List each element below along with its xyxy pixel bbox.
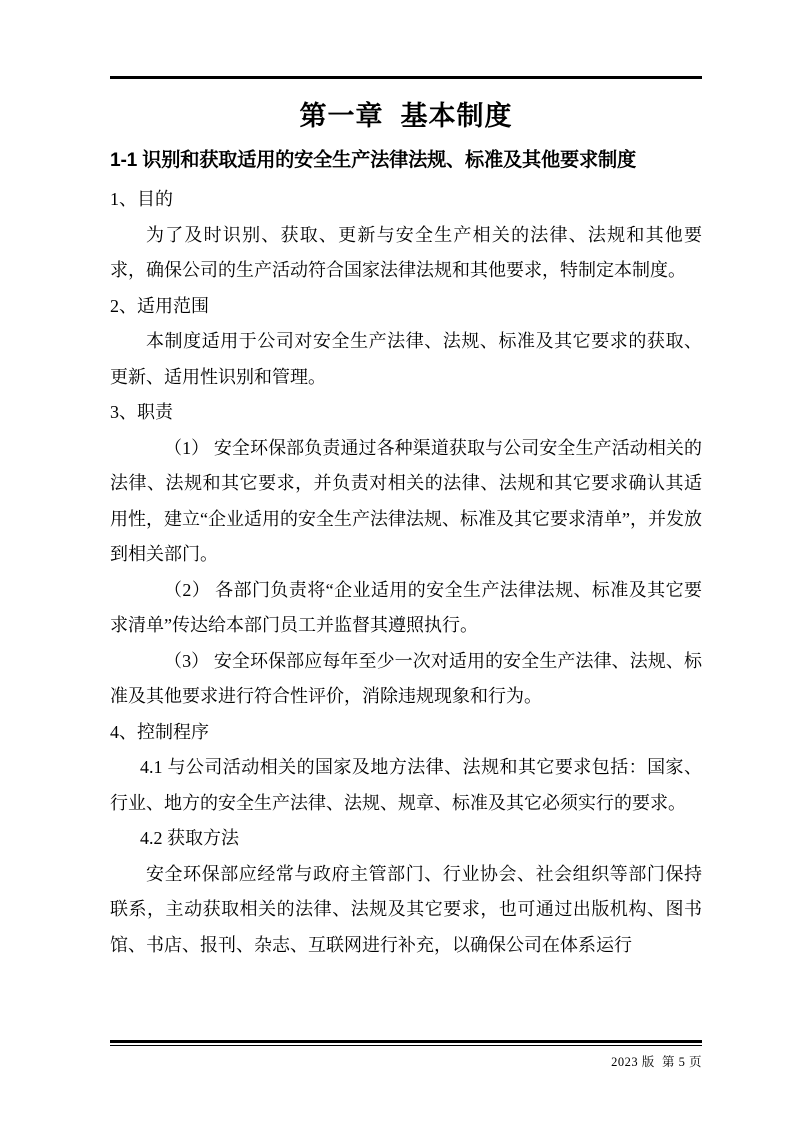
document-subtitle: 1-1 识别和获取适用的安全生产法律法规、标准及其他要求制度	[110, 150, 636, 171]
section-heading-scope: 2、适用范围	[110, 295, 209, 316]
section-heading-responsibility: 3、职责	[110, 402, 173, 422]
page-title: 第一章 基本制度	[299, 101, 513, 131]
subsection-4-1: 4.1 与公司活动相关的国家及地方法律、法规和其它要求包括：国家、行业、地方的安全生产法律、法规、规章、标准及其它必须实行的要求。	[110, 757, 702, 813]
footer-page-number: 2023 版 第 5 页	[611, 1055, 702, 1069]
section-heading-control-procedure: 4、控制程序	[110, 721, 209, 742]
document-body	[110, 96, 702, 963]
section-paragraph-purpose: 为了及时识别、获取、更新与安全生产相关的法律、法规和其他要求，确保公司的生产活动符合国家法律法规和其他要求，特制定本制度。	[110, 224, 702, 280]
section-paragraph-scope: 本制度适用于公司对安全生产法律、法规、标准及其它要求的获取、更新、适用性识别和管理。	[110, 331, 702, 387]
subsection-4-2-heading: 4.2 获取方法	[140, 828, 239, 848]
footer-divider-thin	[110, 1045, 702, 1046]
responsibility-item-1: （1） 安全环保部负责通过各种渠道获取与公司安全生产活动相关的法律、法规和其它要求，并负责对相关的法律、法规和其它要求确认其适用性，建立“企业适用的安全生产法律法规、标准及其它要求清单”，并发放到相关部门。	[110, 437, 702, 564]
page-header	[110, 60, 702, 84]
header-divider	[110, 76, 702, 79]
responsibility-item-2: （2） 各部门负责将“企业适用的安全生产法律法规、标准及其它要求清单”传达给本部门员工并监督其遵照执行。	[110, 579, 702, 635]
page-footer	[110, 1040, 702, 1071]
responsibility-item-3: （3） 安全环保部应每年至少一次对适用的安全生产法律、法规、标准及其他要求进行符合性评价，消除违规现象和行为。	[110, 650, 702, 706]
section-heading-purpose: 1、目的	[110, 189, 173, 209]
subsection-4-2-paragraph: 安全环保部应经常与政府主管部门、行业协会、社会组织等部门保持联系，主动获取相关的法律、法规及其它要求，也可通过出版机构、图书馆、书店、报刊、杂志、互联网进行补充，以确保公司在体系运行	[110, 863, 702, 955]
